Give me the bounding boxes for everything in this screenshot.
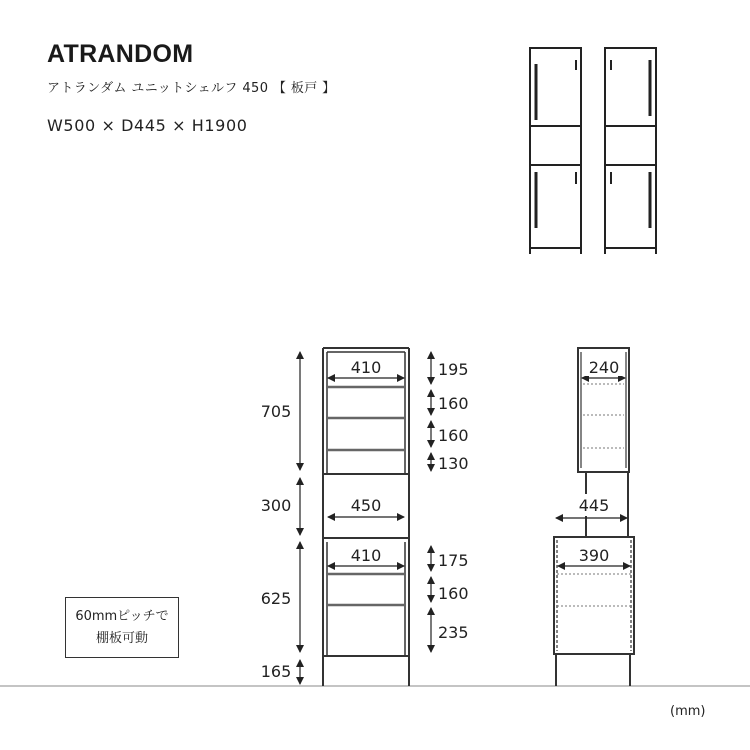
height-upper-label: 705 [260,402,292,421]
note-line-2: 棚板可動 [95,631,148,646]
height-legs-label: 165 [260,662,292,681]
shelf-pitch-upper-2: 160 [438,394,469,413]
side-depth-lower-label: 390 [578,546,610,565]
brand-title: ATRANDOM [47,40,194,68]
side-depth-upper-label: 240 [588,358,620,377]
shelf-pitch-lower-3: 235 [438,623,469,642]
shelf-pitch-lower-1: 175 [438,551,469,570]
note-line-1: 60mmピッチで [75,609,169,624]
side-elevation [554,348,634,686]
thumbnail-front-view-right [605,48,656,254]
overall-dimensions: W500 × D445 × H1900 [47,116,248,135]
unit-label: (mm) [670,704,706,719]
shelf-pitch-lower-2: 160 [438,584,469,603]
front-width-lower-label: 410 [350,546,382,565]
height-lower-label: 625 [260,589,292,608]
shelf-pitch-upper-3: 160 [438,426,469,445]
side-depth-total-label: 445 [578,496,610,515]
product-subtitle: アトランダム ユニットシェルフ 450 【 板戸 】 [47,81,336,96]
adjustable-shelf-note [65,597,179,658]
height-middle-label: 300 [260,496,292,515]
front-width-upper-label: 410 [350,358,382,377]
shelf-pitch-upper-1: 195 [438,360,469,379]
shelf-pitch-upper-4: 130 [438,454,469,473]
front-width-middle-label: 450 [350,496,382,515]
thumbnail-front-view-left [530,48,581,254]
